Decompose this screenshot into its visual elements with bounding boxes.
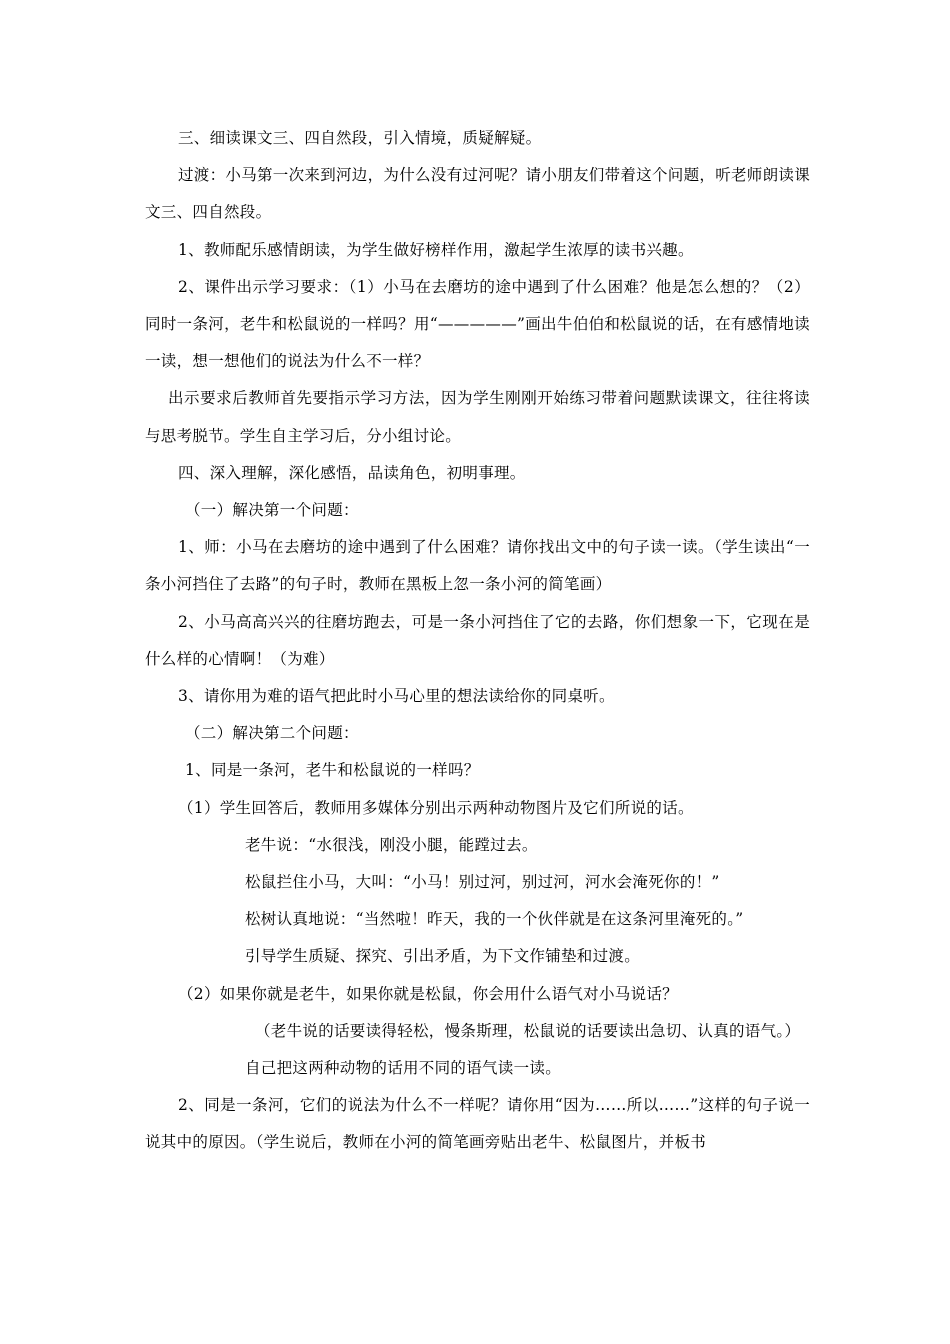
paragraph-reading-note: （老牛说的话要读得轻松，慢条斯理，松鼠说的话要读出急切、认真的语气。）	[255, 1021, 801, 1040]
paragraph-method: 出示要求后教师首先要指示学习方法，因为学生刚刚开始练习带着问题默读课文，往往将读与思考脱节。学生自主学习后，分小组讨论。	[145, 389, 810, 445]
paragraph-guidance: 引导学生质疑、探究、引出矛盾，为下文作铺垫和过渡。	[245, 947, 641, 966]
paragraph-q2-sub-1: （1）学生回答后，教师用多媒体分别出示两种动物图片及它们所说的话。	[178, 798, 694, 817]
quote-squirrel-1: 松鼠拦住小马，大叫：“小马！别过河，别过河，河水会淹死你的！”	[245, 873, 720, 892]
paragraph-q1-step-1: 1、师：小马在去磨坊的途中遇到了什么困难？请你找出文中的句子读一读。（学生读出“一条小河挡住了去路”的句子时，教师在黑板上忽一条小河的简笔画）	[145, 538, 810, 594]
quote-squirrel-2: 松树认真地说：“当然啦！昨天，我的一个伙伴就是在这条河里淹死的。”	[245, 910, 744, 929]
subheading-question-2: （二）解决第二个问题：	[185, 724, 359, 743]
paragraph-step-2: 2、课件出示学习要求：（1）小马在去磨坊的途中遇到了什么困难？他是怎么想的？（2）同时一条河，老牛和松鼠说的一样吗？用“—————”画出牛伯伯和松鼠说的话，在有感情地读一读，想一想他们的说法为什么不一样？	[145, 277, 810, 371]
paragraph-step-1: 1、教师配乐感情朗读，为学生做好榜样作用，激起学生浓厚的读书兴趣。	[178, 240, 694, 259]
document-body	[145, 120, 810, 1162]
paragraph-q1-step-2: 2、小马高高兴兴的往磨坊跑去，可是一条小河挡住了它的去路，你们想象一下，它现在是什么样的心情啊！（为难）	[145, 612, 810, 668]
paragraph-q2-step-1: 1、同是一条河，老牛和松鼠说的一样吗？	[185, 761, 480, 780]
paragraph-transition: 过渡：小马第一次来到河边，为什么没有过河呢？请小朋友们带着这个问题，听老师朗读课文三、四自然段。	[145, 166, 811, 222]
quote-old-cow: 老牛说：“水很浅，刚没小腿，能蹚过去。	[245, 835, 538, 854]
paragraph-q2-sub-2: （2）如果你就是老牛，如果你就是松鼠，你会用什么语气对小马说话？	[178, 984, 678, 1003]
section-heading-4: 四、深入理解，深化感悟，品读角色，初明事理。	[178, 463, 526, 482]
paragraph-q1-step-3: 3、请你用为难的语气把此时小马心里的想法读给你的同桌听。	[178, 687, 615, 706]
subheading-question-1: （一）解决第一个问题：	[185, 501, 359, 520]
paragraph-self-read: 自己把这两种动物的话用不同的语气读一读。	[245, 1059, 562, 1078]
section-heading-3: 三、细读课文三、四自然段，引入情境，质疑解疑。	[178, 129, 542, 147]
paragraph-q2-step-2: 2、同是一条河，它们的说法为什么不一样呢？请你用“因为……所以……”这样的句子说一说其中的原因。（学生说后，教师在小河的简笔画旁贴出老牛、松鼠图片，并板书	[145, 1096, 810, 1152]
